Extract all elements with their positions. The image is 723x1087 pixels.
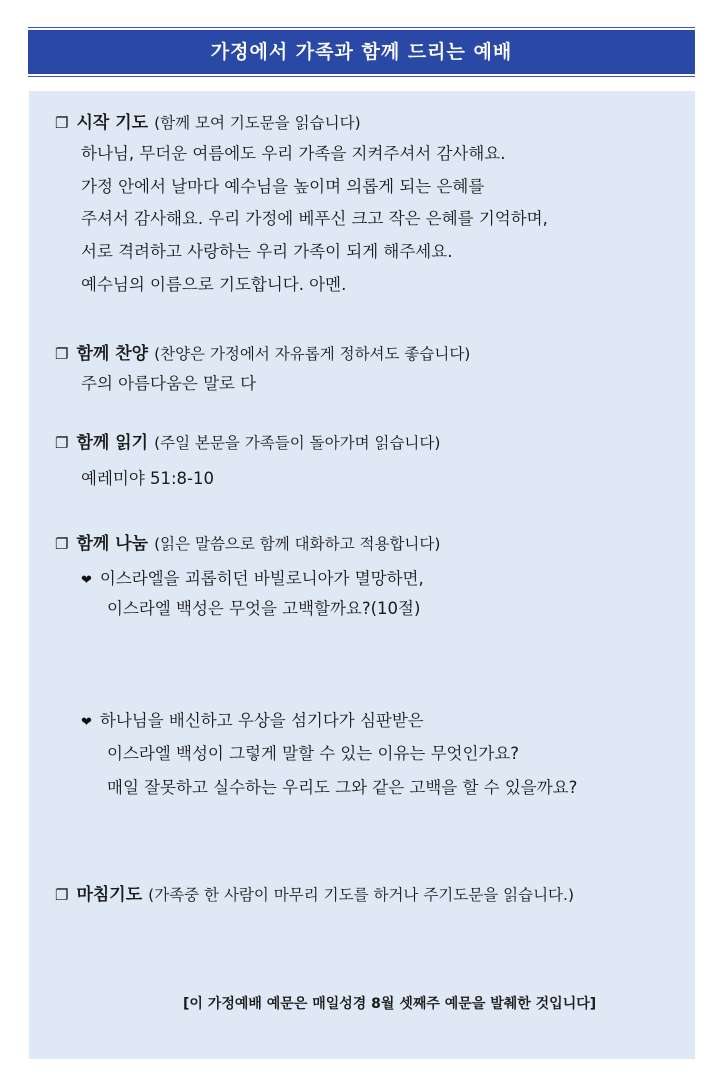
question-line: 매일 잘못하고 실수하는 우리도 그와 같은 고백을 할 수 있을까요?: [107, 778, 578, 797]
prayer-line: 가정 안에서 날마다 예수님을 높이며 의롭게 되는 은혜를: [81, 177, 485, 196]
prayer-line: 하나님, 무더운 여름에도 우리 가족을 지켜주셔서 감사해요.: [81, 144, 506, 163]
question-line: 하나님을 배신하고 우상을 섬기다가 심판받은: [99, 711, 424, 730]
heart-icon: ❤: [81, 715, 92, 730]
header-bottom-rule: [28, 76, 695, 77]
question-line: 이스라엘 백성이 그렇게 말할 수 있는 이유는 무엇인가요?: [107, 744, 520, 763]
song-title: 주의 아름다움은 말로 다: [81, 374, 257, 393]
section-note: (주일 본문을 가족들이 돌아가며 읽습니다): [154, 434, 441, 452]
prayer-line: 서로 격려하고 사랑하는 우리 가족이 되게 해주세요.: [81, 242, 453, 261]
checkbox-bullet-icon: ❐: [55, 886, 69, 904]
prayer-line: 예수님의 이름으로 기도합니다. 아멘.: [81, 275, 347, 294]
question-2: [81, 710, 424, 734]
checkbox-bullet-icon: ❐: [55, 434, 69, 452]
section-closing-prayer: [55, 884, 574, 906]
question-line: 이스라엘 백성은 무엇을 고백할까요?(10절): [107, 599, 421, 618]
section-reading: [55, 432, 440, 454]
section-title: 함께 나눔: [76, 534, 149, 554]
source-footnote: [이 가정예배 예문은 매일성경 8월 셋째주 예문을 발췌한 것입니다]: [183, 996, 597, 1012]
checkbox-bullet-icon: ❐: [55, 345, 69, 363]
scripture-reference: 예레미야 51:8-10: [81, 469, 215, 488]
section-title: 마침기도: [76, 885, 143, 905]
section-note: (함께 모여 기도문을 읽습니다): [154, 114, 361, 132]
heart-icon: ❤: [81, 573, 92, 588]
checkbox-bullet-icon: ❐: [55, 535, 69, 553]
question-line: 이스라엘을 괴롭히던 바빌로니아가 멸망하면,: [99, 569, 424, 588]
section-praise: [55, 343, 470, 365]
header: [28, 27, 695, 77]
page-title: 가정에서 가족과 함께 드리는 예배: [28, 30, 695, 74]
section-title: 함께 찬양: [76, 344, 149, 364]
section-sharing: [55, 533, 440, 555]
section-title: 시작 기도: [76, 113, 149, 133]
prayer-line: 주셔서 감사해요. 우리 가정에 베푸신 크고 작은 은혜를 기억하며,: [81, 209, 548, 228]
section-note: (가족중 한 사람이 마무리 기도를 하거나 주기도문을 읽습니다.): [148, 886, 574, 904]
section-note: (찬양은 가정에서 자유롭게 정하셔도 좋습니다): [154, 345, 471, 363]
section-note: (읽은 말씀으로 함께 대화하고 적용합니다): [154, 535, 441, 553]
header-top-rule: [28, 27, 695, 28]
question-1: [81, 568, 424, 592]
section-title: 함께 읽기: [76, 433, 149, 453]
checkbox-bullet-icon: ❐: [55, 114, 69, 132]
section-opening-prayer: [55, 112, 361, 134]
